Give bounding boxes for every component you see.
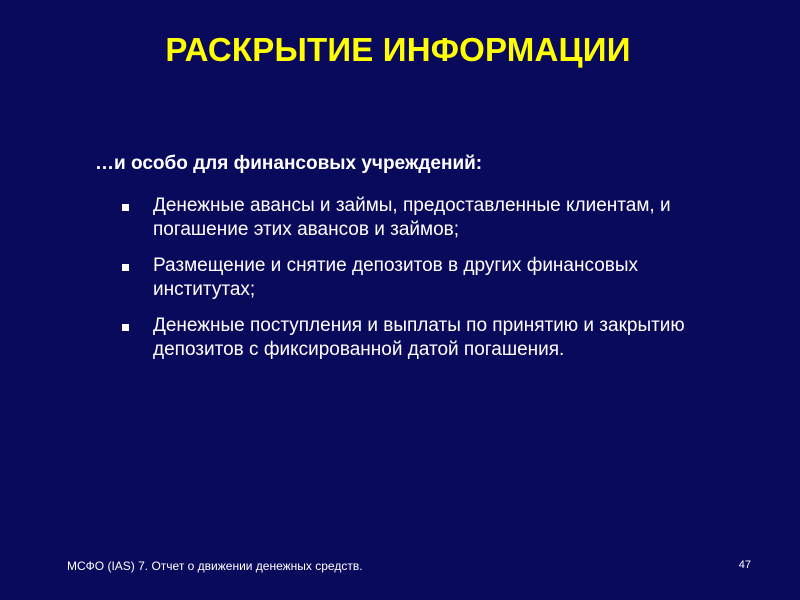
bullet-item xyxy=(118,314,698,362)
bullet-item xyxy=(118,194,698,242)
square-bullet-icon xyxy=(122,204,129,211)
page-number: 47 xyxy=(738,559,751,571)
slide-title: РАСКРЫТИЕ ИНФОРМАЦИИ xyxy=(165,31,631,68)
square-bullet-icon xyxy=(122,324,129,331)
bullet-text: Денежные поступления и выплаты по принятию и закрытию депозитов с фиксированной датой погашения. xyxy=(153,315,685,360)
square-bullet-icon xyxy=(122,264,129,271)
bullet-list xyxy=(118,194,698,374)
intro-text: …и особо для финансовых учреждений: xyxy=(95,153,483,174)
bullet-text: Размещение и снятие депозитов в других финансовых институтах; xyxy=(153,255,639,300)
footer-caption: МСФО (IAS) 7. Отчет о движении денежных средств. xyxy=(67,559,363,573)
bullet-item xyxy=(118,254,698,302)
bullet-text: Денежные авансы и займы, предоставленные клиентам, и погашение этих авансов и займов; xyxy=(153,195,671,240)
